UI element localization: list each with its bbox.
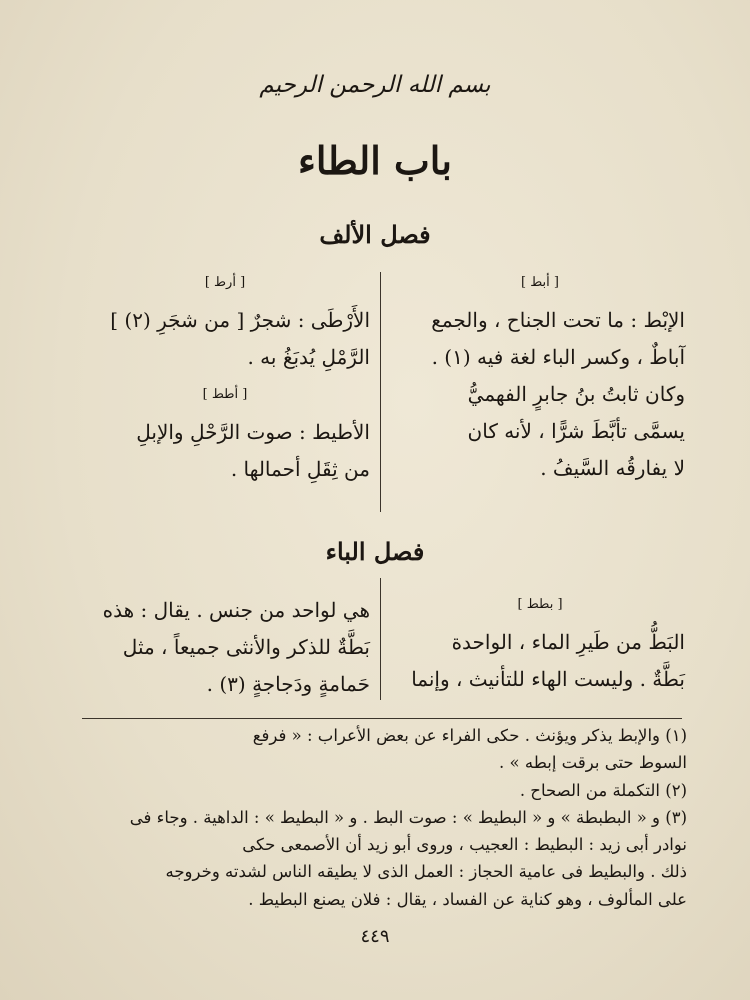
entry-line: البَطُّ من طَيرِ الماء ، الواحدة [451,630,685,654]
column-divider [380,272,381,512]
root-tag: [ أبط ] [521,275,559,290]
entry-column-left [80,272,370,488]
column-divider [380,578,381,700]
footnote-line: (٢) التكملة من الصحاح . [519,780,687,800]
entry-line: لا يفارقُه السَّيفُ . [540,456,685,480]
entry-line: حَمامةٍ ودَجاجةٍ (٣) . [206,672,370,696]
entry-line: آباطٌ ، وكسر الباء لغة فيه (١) . [431,345,685,369]
entry-line: هي لواحد من جنس . يقال : هذه [102,598,370,622]
root-tag: [ أطط ] [202,387,248,402]
footnote-line: (١) والإبط يذكر ويؤنث . حكى الفراء عن بعض الأعراب : « فرفع [252,726,687,745]
entry-line: بَطَّةٌ . وليست الهاء للتأنيث ، وإنما [411,667,685,691]
entry-line: من ثِقَلِ أحمالها . [230,457,370,481]
footnote-line: السوط حتى برقت إبطه » . [499,753,687,773]
root-tag: [ بطط ] [517,597,563,612]
entry-column-right [395,594,685,698]
entry-line: الأَرْطَى : شجرٌ [ من شجَرِ (٢) ] [110,308,370,332]
entry-line: الإبْط : ما تحت الجناح ، والجمع [431,308,685,332]
section-title-alif: فصل الألف [319,220,431,249]
footnote-line: نوادر أبى زيد : البطيط : العجيب ، وروى أبو زيد أن الأصمعى حكى [242,835,687,855]
page-number: ٤٤٩ [360,926,390,947]
root-tag: [ أرط ] [204,275,246,290]
entry-line: الأطيط : صوت الرَّحْلِ والإبلِ [136,420,370,444]
basmala: بسم الله الرحمن الرحيم [259,72,491,98]
entry-column-right [395,272,685,487]
footnote-line: (٣) و « البطبطة » و « البطيط » : صوت البط . و « البطيط » : الداهية . وجاء فى [129,807,687,827]
entry-column-left [80,592,370,703]
entry-line: بَطَّةٌ للذكر والأنثى جميعاً ، مثل [122,635,370,659]
entry-line: يسمَّى تأبَّطَ شرًّا ، لأنه كان [467,419,685,443]
entry-line: وكان ثابتُ بنُ جابرٍ الفهميُّ [467,382,685,406]
footnote-line: ذلك . والبطيط فى عامية الحجاز : العمل الذى لا يطيقه الناس لشدته وخروجه [165,862,687,882]
chapter-title: باب الطاء [298,138,452,183]
footnote-rule [82,718,682,719]
entry-line: الرَّمْلِ يُدبَغُ به . [247,345,370,369]
footnotes [82,722,687,913]
section-title-ba: فصل الباء [325,537,425,566]
footnote-line: على المألوف ، وهو كناية عن الفساد ، يقال : فلان يصنع البطيط . [248,889,687,909]
